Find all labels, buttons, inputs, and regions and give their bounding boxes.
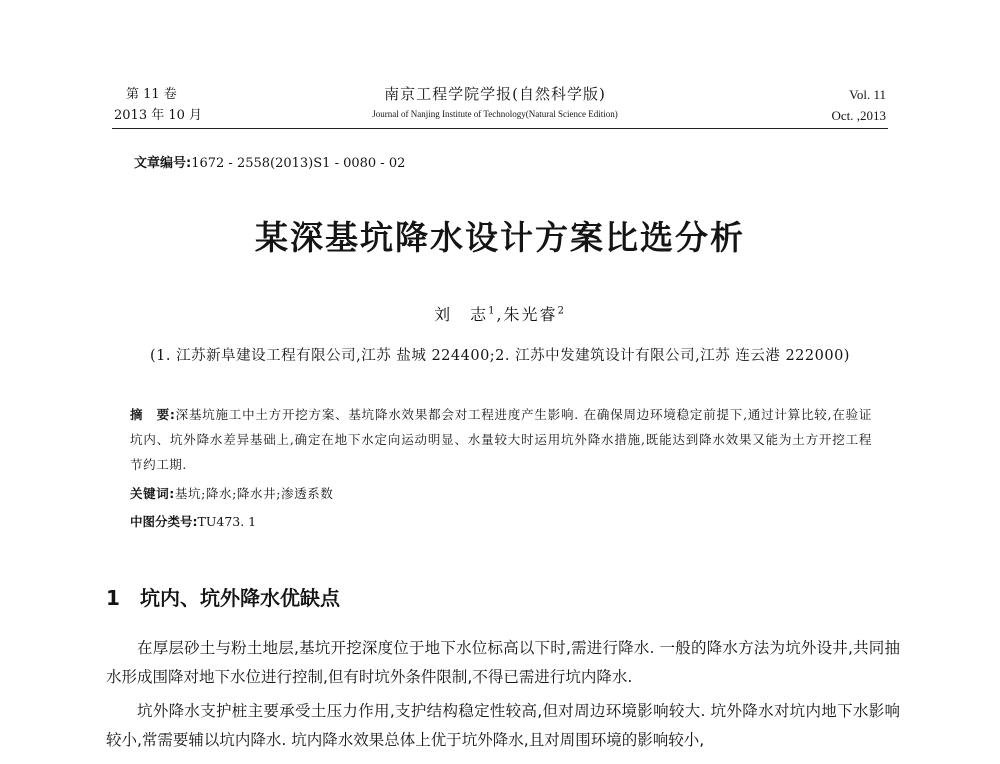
section-title: 坑内、坑外降水优缺点 [140, 586, 340, 610]
header-center [300, 84, 690, 123]
author-1-affil: 1 [488, 305, 497, 317]
classification-label: 中图分类号: [130, 514, 198, 529]
header-rule [112, 128, 888, 129]
authors [0, 302, 1000, 325]
header-right [776, 84, 886, 126]
paper-title: 某深基坑降水设计方案比选分析 [255, 218, 745, 257]
volume-en: Vol. 11 [849, 87, 886, 102]
classification-value: TU473. 1 [197, 514, 257, 529]
keywords-label: 关键词: [130, 486, 175, 501]
abstract-label: 摘 要: [130, 407, 176, 422]
section-heading [106, 582, 340, 611]
paragraph: 坑外降水支护桩主要承受土压力作用,支护结构稳定性较高,但对周边环境影响较大. 坑外降水对坑内地下水影响较小,常需要辅以坑内降水. 坑内降水效果总体上优于坑外降水,且对周围环境的影响较小, [106, 702, 900, 749]
classification [130, 512, 256, 530]
issue-date: 2013 年 10 月 [114, 108, 203, 123]
affiliations: (1. 江苏新阜建设工程有限公司,江苏 盐城 224400;2. 江苏中发建筑设计有限公司,江苏 连云港 222000) [150, 348, 850, 364]
journal-title-cn: 南京工程学院学报(自然科学版) [384, 85, 606, 103]
author-separator: , [496, 305, 504, 324]
journal-title-en: Journal of Nanjing Institute of Technology(Natural Science Edition) [372, 109, 618, 119]
article-number [134, 152, 405, 171]
abstract [130, 402, 872, 477]
author-2-affil: 2 [557, 305, 566, 317]
article-number-value: 1672 - 2558(2013)S1 - 0080 - 02 [191, 156, 406, 171]
keywords-text: 基坑;降水;降水井;渗透系数 [174, 486, 334, 501]
keywords [130, 484, 333, 502]
author-1: 刘 志 [434, 305, 489, 324]
paragraph: 在厚层砂土与粉土地层,基坑开挖深度位于地下水位标高以下时,需进行降水. 一般的降水方法为坑外设井,共同抽水形成围降对地下水位进行控制,但有时坑外条件限制,不得已需进行坑内降水. [106, 639, 900, 686]
header-left [114, 84, 234, 126]
issue-date-en: Oct. ,2013 [831, 108, 886, 123]
section-number: 1 [106, 586, 120, 610]
abstract-text: 深基坑施工中土方开挖方案、基坑降水效果都会对工程进度产生影响. 在确保周边环境稳定前提下,通过计算比较,在验证坑内、坑外降水差异基础上,确定在地下水定向运动明显、水量较大时运用坑外降水措施,既能达到降水效果又能为土方开挖工程节约工期. [130, 407, 872, 472]
volume-label: 第 11 卷 [126, 87, 177, 102]
author-2: 朱光睿 [503, 305, 558, 324]
body-text [106, 634, 900, 760]
article-number-label: 文章编号: [134, 156, 192, 171]
